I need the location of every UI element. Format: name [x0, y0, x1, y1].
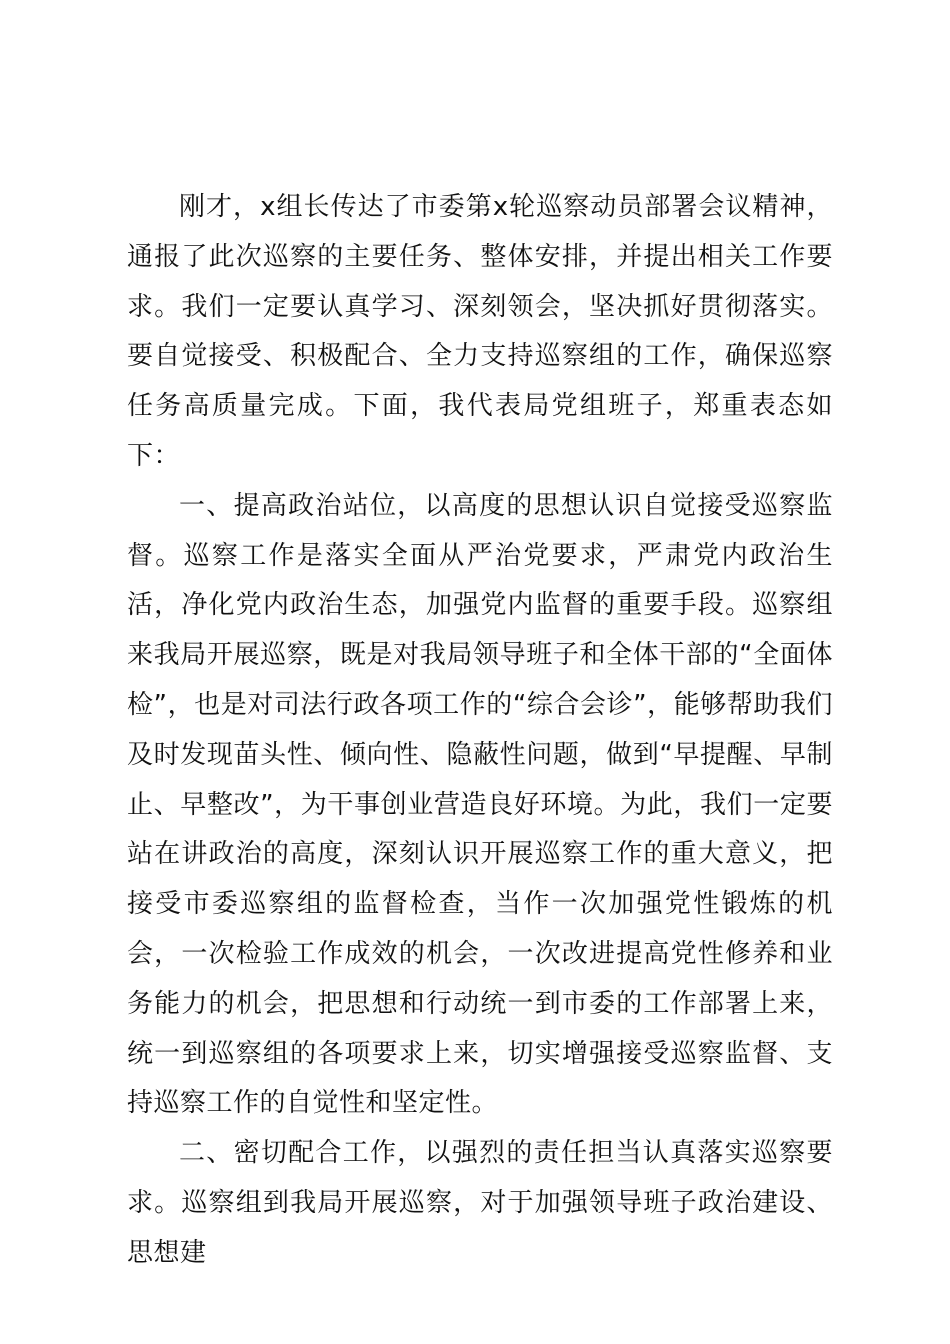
paragraph-point-1: 一、提高政治站位，以高度的思想认识自觉接受巡察监督。巡察工作是落实全面从严治党要求，严肃党内政治生活，净化党内政治生态，加强党内监督的重要手段。巡察组来我局开展巡察，既是对我局领导班子和全体干部的“全面体检”，也是对司法行政各项工作的“综合会诊”，能够帮助我们及时发现苗头性、倾向性、隐蔽性问题，做到“早提醒、早制止、早整改”，为干事创业营造良好环境。为此，我们一定要站在讲政治的高度，深刻认识开展巡察工作的重大意义，把接受市委巡察组的监督检查，当作一次加强党性锻炼的机会，一次检验工作成效的机会，一次改进提高党性修养和业务能力的机会，把思想和行动统一到市委的工作部署上来，统一到巡察组的各项要求上来，切实增强接受巡察监督、支持巡察工作的自觉性和坚定性。 [127, 490, 833, 1119]
paragraph-intro: 刚才，x组长传达了市委第x轮巡察动员部署会议精神，通报了此次巡察的主要任务、整体安排，并提出相关工作要求。我们一定要认真学习、深刻领会，坚决抓好贯彻落实。要自觉接受、积极配合、全力支持巡察组的工作，确保巡察任务高质量完成。下面，我代表局党组班子，郑重表态如下： [127, 192, 833, 471]
document-body [127, 183, 833, 1279]
paragraph-point-2: 二、密切配合工作，以强烈的责任担当认真落实巡察要求。巡察组到我局开展巡察，对于加强领导班子政治建设、思想建 [127, 1138, 833, 1268]
